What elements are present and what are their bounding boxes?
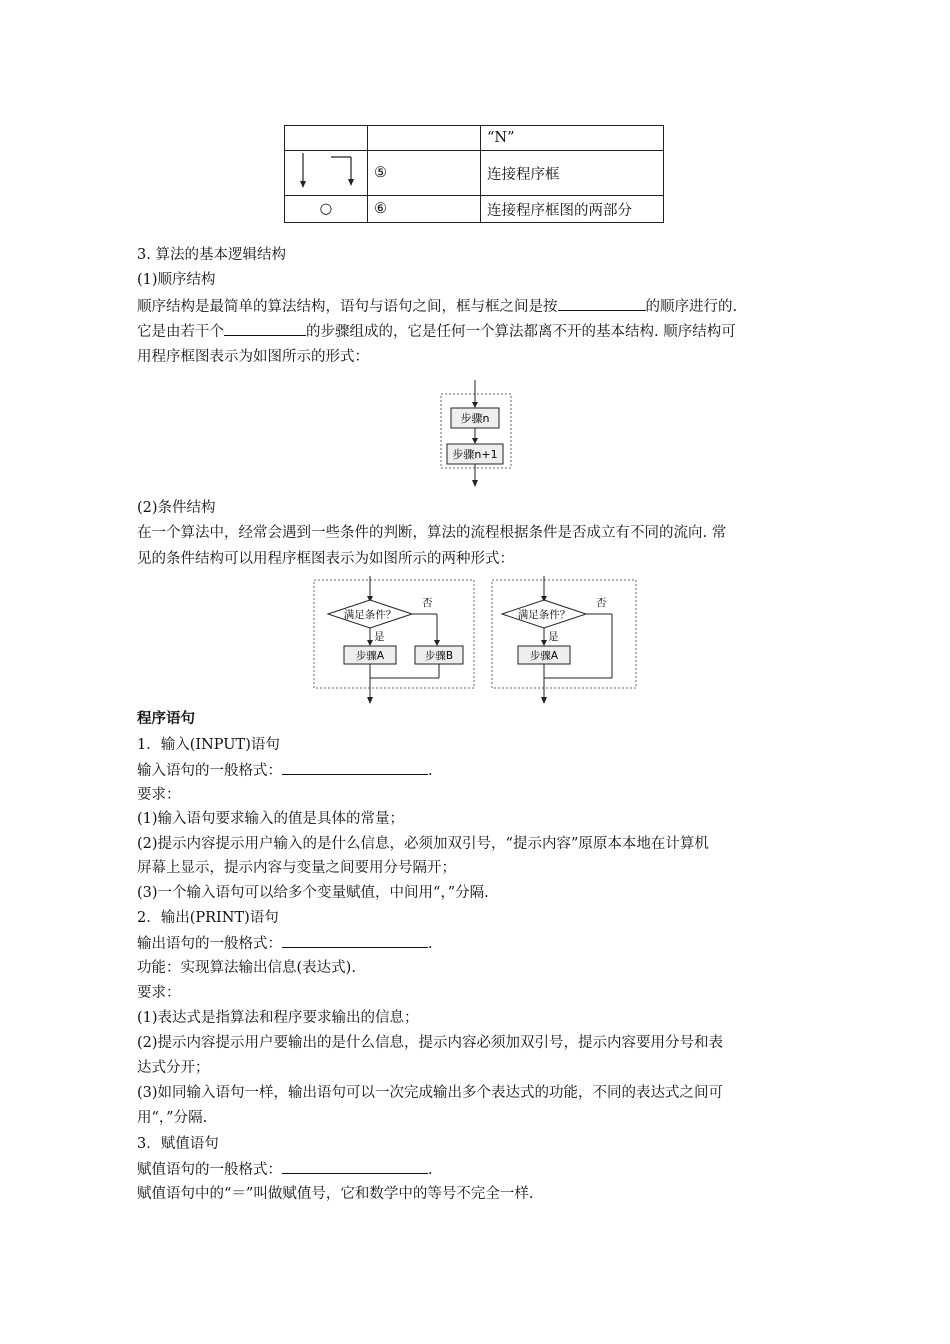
table-cell bbox=[285, 126, 368, 151]
table-row bbox=[285, 151, 664, 196]
section-title: 3. 算法的基本逻辑结构 bbox=[137, 247, 286, 263]
paragraph-line: (3)如同输入语句一样，输出语句可以一次完成输出多个表达式的功能，不同的表达式之间可 bbox=[137, 1085, 724, 1101]
seq-step-1: 步骤n bbox=[460, 412, 490, 425]
table-cell bbox=[368, 126, 481, 151]
text: 的顺序进行的. bbox=[645, 299, 738, 315]
paragraph-line: 赋值语句中的“＝”叫做赋值号，它和数学中的等号不完全一样. bbox=[137, 1186, 534, 1202]
text: 顺序结构是最简单的算法结构，语句与语句之间，框与框之间是按 bbox=[137, 299, 558, 315]
text: 输入语句的一般格式： bbox=[137, 763, 282, 779]
no-label: 否 bbox=[596, 597, 607, 609]
table-cell: 连接程序框 bbox=[481, 151, 664, 196]
table-cell: ⑤ bbox=[368, 151, 481, 196]
fill-blank[interactable] bbox=[282, 933, 428, 948]
sequence-structure-diagram bbox=[425, 372, 525, 490]
seq-step-2: 步骤n+1 bbox=[452, 448, 498, 461]
step-b: 步骤B bbox=[424, 650, 454, 662]
table-row bbox=[285, 196, 664, 223]
paragraph-line: (2)提示内容提示用户输入的是什么信息，必须加双引号，“提示内容”原原本本地在计算机 bbox=[137, 836, 709, 852]
paragraph-line: 要求： bbox=[137, 787, 181, 803]
flow-line-symbol bbox=[285, 151, 368, 196]
table-cell: ⑥ bbox=[368, 196, 481, 223]
text: . bbox=[428, 1162, 433, 1178]
text: 的步骤组成的，它是任何一个算法都离不开的基本结构. 顺序结构可 bbox=[306, 324, 736, 340]
yes-label: 是 bbox=[548, 631, 559, 643]
text: 输出语句的一般格式： bbox=[137, 936, 282, 952]
fill-blank[interactable] bbox=[558, 296, 646, 311]
table-cell: “N” bbox=[481, 126, 664, 151]
fill-blank[interactable] bbox=[282, 760, 428, 775]
paragraph-line: 功能：实现算法输出信息(表达式). bbox=[137, 960, 356, 976]
paragraph-line: 见的条件结构可以用程序框图表示为如图所示的两种形式： bbox=[137, 551, 514, 567]
paragraph-line: 要求： bbox=[137, 985, 181, 1001]
paragraph-line: (1)表达式是指算法和程序要求输出的信息； bbox=[137, 1010, 419, 1026]
paragraph-line: (1)输入语句要求输入的值是具体的常量； bbox=[137, 811, 405, 827]
yes-label: 是 bbox=[374, 631, 385, 643]
text: . bbox=[428, 763, 433, 779]
paragraph-line: 屏幕上显示，提示内容与变量之间要用分号隔开； bbox=[137, 860, 456, 876]
paragraph-line bbox=[137, 933, 433, 954]
statement-title: 3．赋值语句 bbox=[137, 1136, 219, 1152]
paragraph-line: 用“，”分隔. bbox=[137, 1110, 208, 1126]
table-cell: 连接程序框图的两部分 bbox=[481, 196, 664, 223]
paragraph-line bbox=[137, 760, 433, 781]
paragraph-line: (3)一个输入语句可以给多个变量赋值，中间用“，”分隔. bbox=[137, 885, 489, 901]
paragraph-line bbox=[137, 296, 737, 317]
text: . bbox=[428, 936, 433, 952]
paragraph-line bbox=[137, 321, 736, 342]
section-heading: 程序语句 bbox=[137, 710, 195, 727]
paragraph-line bbox=[137, 1159, 433, 1180]
step-a: 步骤A bbox=[529, 650, 559, 662]
fill-blank[interactable] bbox=[224, 321, 306, 336]
no-label: 否 bbox=[422, 597, 433, 609]
paragraph-line: 在一个算法中，经常会遇到一些条件的判断，算法的流程根据条件是否成立有不同的流向. 常 bbox=[137, 525, 727, 541]
flow-line-icon bbox=[291, 151, 361, 191]
statement-title: 2．输出(PRINT)语句 bbox=[137, 910, 279, 926]
subsection-title: (2)条件结构 bbox=[137, 500, 216, 516]
condition-label: 满足条件？ bbox=[343, 609, 397, 621]
step-a: 步骤A bbox=[355, 650, 385, 662]
fill-blank[interactable] bbox=[282, 1159, 428, 1174]
paragraph-line: (2)提示内容提示用户要输出的是什么信息，提示内容必须加双引号，提示内容要用分号和表 bbox=[137, 1035, 724, 1051]
table-row bbox=[285, 126, 664, 151]
condition-structure-diagram-two-branch bbox=[312, 576, 477, 706]
paragraph-line: 达式分开； bbox=[137, 1060, 210, 1076]
connector-symbol: ○ bbox=[285, 196, 368, 223]
subsection-title: (1)顺序结构 bbox=[137, 272, 216, 288]
text: 它是由若干个 bbox=[137, 324, 224, 340]
text: 赋值语句的一般格式： bbox=[137, 1162, 282, 1178]
paragraph-line: 用程序框图表示为如图所示的形式： bbox=[137, 349, 369, 365]
statement-title: 1．输入(INPUT)语句 bbox=[137, 737, 280, 753]
condition-label: 满足条件？ bbox=[517, 609, 571, 621]
condition-structure-diagram-one-branch bbox=[490, 576, 640, 706]
flowchart-symbol-table bbox=[284, 125, 664, 223]
